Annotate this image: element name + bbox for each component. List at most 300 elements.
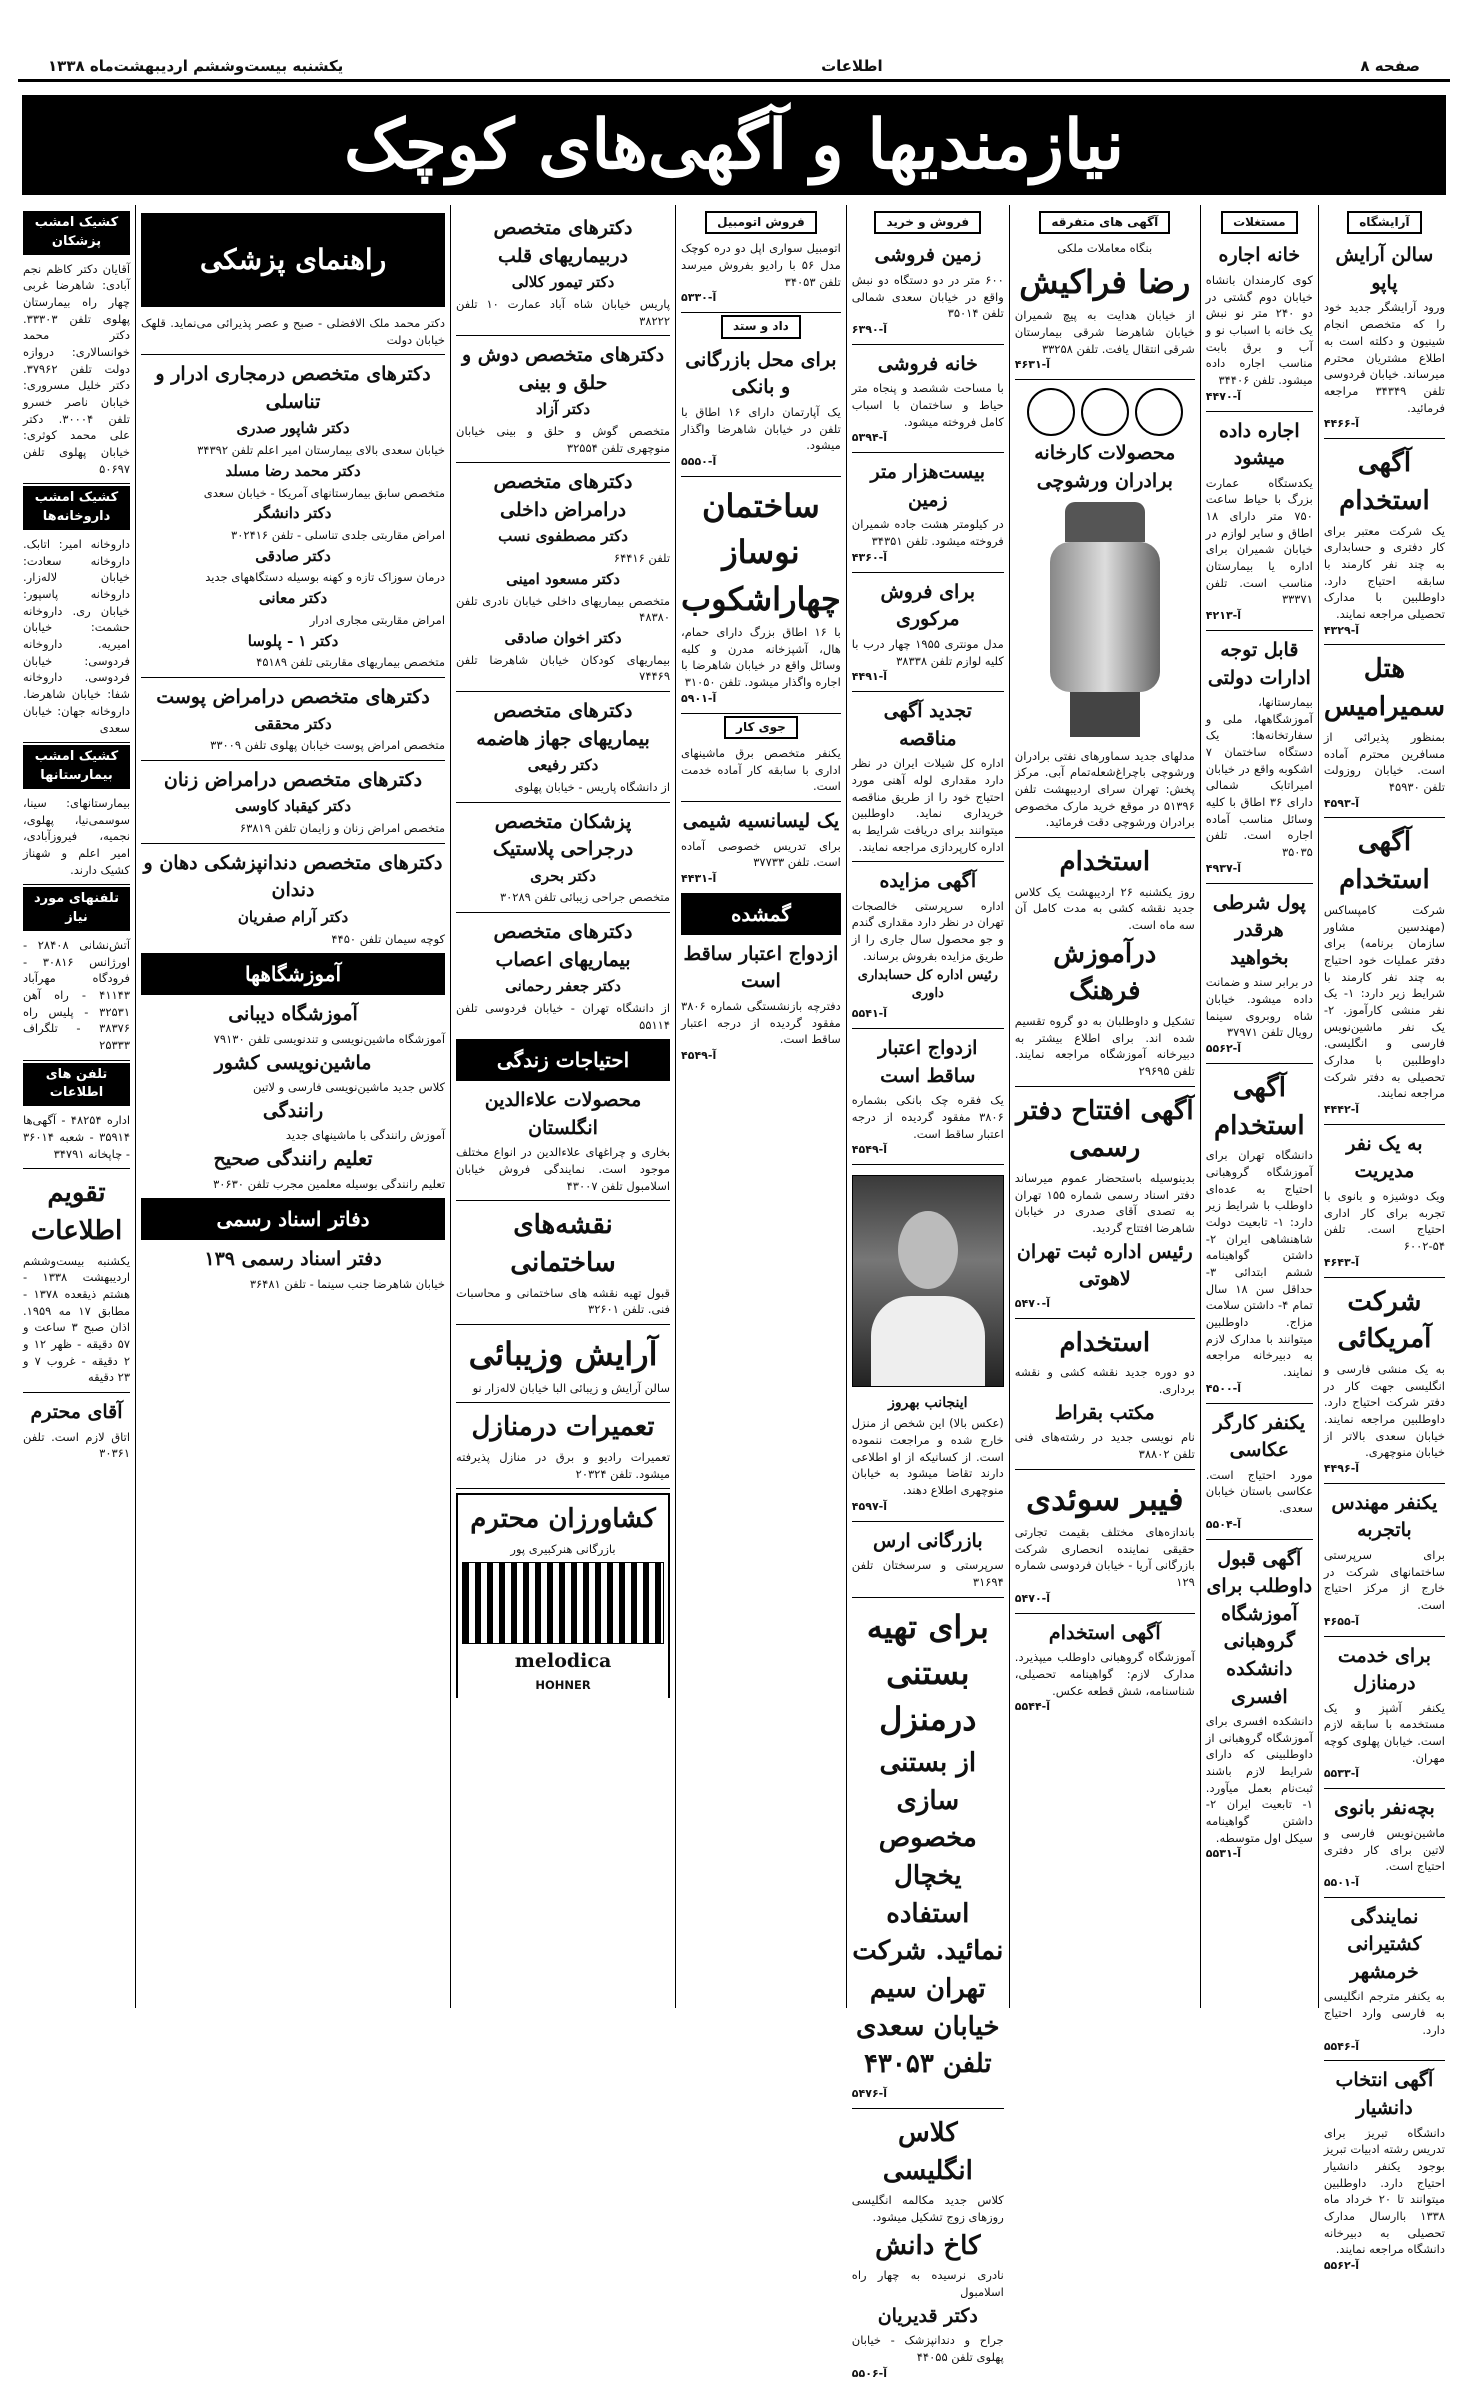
ad-body: ۶۰۰ متر در دو دستگاه دو نبش واقع در خیابان سعدی شمالی تلفن ۳۵۰۱۴ bbox=[851, 272, 1004, 321]
ad-item bbox=[1206, 1540, 1313, 1869]
ad-item bbox=[1324, 645, 1445, 818]
column-3 bbox=[1009, 205, 1200, 2008]
ad-item bbox=[456, 913, 670, 1040]
ad-body: به یکنفر مترجم انگلیسی به فارسی وارد احتیاج دارد. bbox=[1323, 1989, 1445, 2037]
ad-ref: آ-۶۳۹۰ bbox=[851, 322, 887, 336]
ad-title: دکترهای متخصص درامراض پوست bbox=[156, 685, 430, 708]
ad-item bbox=[1324, 1484, 1445, 1637]
ad-ref: آ-۴۴۹۱ bbox=[851, 670, 887, 684]
ad-item bbox=[141, 995, 445, 1199]
ad-body: مورد احتیاج است. عکاسی باستان خیابان سعدی. bbox=[1205, 1467, 1313, 1516]
ad-title: آگهی استخدام bbox=[1339, 448, 1430, 516]
ad-body: آموزشگاه ماشین‌نویسی و تندنویسی تلفن ۷۹۱۳۰ bbox=[213, 1031, 446, 1046]
ad-body: آتش‌نشانی ۲۸۴۰۸ - اورژانس ۳۰۸۱۶ - فرودگاه مهرآباد ۴۱۱۴۳ - راه آهن ۳۲۵۳۱ - پلیس راه ۳۸۳۷۶ - تلگراف ۲۵۳۳۳ bbox=[22, 937, 131, 1052]
ad-title: دکترهای متخصص دوش و حلق و بینی bbox=[461, 344, 665, 394]
ad-title: بازرگانی ارس bbox=[872, 1529, 983, 1552]
ad-item bbox=[1324, 439, 1445, 645]
ad-item bbox=[852, 236, 1004, 345]
ad-body: بدینوسیله باستحضار عموم میرساند دفتر اسناد رسمی شماره ۱۵۵ تهران به تصدی آقای صدری در خیابان شاهرضا افتتاح گردید. bbox=[1014, 1171, 1195, 1236]
ad-title: پزشکان متخصص درجراحی پلاستیک bbox=[492, 810, 634, 861]
section-bar: تلفن های اطلاعات bbox=[23, 1063, 130, 1107]
ad-ref: آ-۴۳۲۹ bbox=[1323, 623, 1360, 637]
ad-title: زمین فروشی bbox=[874, 244, 982, 267]
ad-body: خیابان شاهرضا جنب سینما - تلفن ۳۶۴۸۱ bbox=[249, 1276, 446, 1291]
ad-title: ازدواج اعتبار ساقط است bbox=[683, 942, 839, 993]
doctor-name: دکتر ۱ - پلوسا bbox=[247, 631, 339, 650]
ad-item bbox=[23, 1108, 130, 1169]
ad-item bbox=[852, 345, 1004, 454]
doctor-name: دکتر دانشگر bbox=[254, 504, 332, 523]
section-masthead: نیازمندیها و آگهی‌های کوچک bbox=[22, 95, 1446, 195]
ad-item bbox=[23, 1169, 130, 1393]
ad-ref: آ-۴۵۹۳ bbox=[1323, 796, 1360, 810]
ad-body: برای تدریس خصوصی آماده است. تلفن ۳۷۷۳۳ bbox=[681, 838, 841, 870]
ad-body: با ۱۶ اطاق بزرگ دارای حمام، هال، آشپزخانه مدرن و کلیه وسائل واقع در خیابان شاهرضا با اجاره واگذار میشود. تلفن ۳۱۰۵۰ bbox=[681, 624, 841, 689]
ad-body: شرکت کامپساکس (مهندسین مشاور سازمان برنامه) برای دفتر عملیات خود احتیاج به چند نفر کارمند با شرایط زیر دارد: ۱- یک نفر منشی کارآموز. ۲- یک نفر ماشین‌نویس فارسی و انگلیسی. داوطلبین با مدارک تحصیلی به دفتر شرکت مراجعه نمایند. bbox=[1323, 902, 1445, 1101]
ad-item bbox=[1324, 236, 1445, 439]
doctor-name: دکتر کیقباد کاوسی bbox=[234, 797, 352, 816]
ad-body: یک فقره چک بانکی بشماره ۳۸۰۶ مفقود گردیده از درجه اعتبار ساقط است. bbox=[851, 1093, 1004, 1141]
ad-body: یکنفر متخصص برق ماشینهای اداری با سابقه کار آماده خدمت است. bbox=[681, 745, 841, 794]
ad-body: کوچه سیمان تلفن ۴۴۵۰ bbox=[331, 931, 446, 946]
ad-ref: آ-۴۹۳۷ bbox=[1205, 861, 1241, 875]
ad-title: تعلیم رانندگی صحیح bbox=[213, 1148, 373, 1171]
ad-title: تقویم اطلاعات bbox=[30, 1178, 123, 1246]
category-tag: مستغلات bbox=[1221, 211, 1297, 234]
ad-body: دکتر محمد ملک الافضلی - صبح و عصر پذیرائی می‌نماید. قلهک خیابان دولت bbox=[141, 316, 446, 347]
ad-body: متخصص گوش و حلق و بینی خیابان منوچهری تلفن ۳۲۵۵۴ bbox=[456, 424, 671, 455]
ad-title: اجاره داده میشود bbox=[1218, 419, 1300, 470]
ad-item bbox=[852, 1598, 1004, 2109]
ad-item bbox=[1324, 1789, 1445, 1898]
ad-title: ازدواج اعتبار ساقط است bbox=[878, 1037, 978, 1087]
ad-ref: آ-۴۴۷۰ bbox=[1205, 389, 1241, 403]
ad-body: امراض مقاربتی مجاری ادرار bbox=[309, 612, 446, 627]
section-bar: کشیک امشب داروخانه‌ها bbox=[23, 486, 130, 530]
ad-item bbox=[1015, 236, 1195, 380]
section-banner: آموزشگاهها bbox=[141, 954, 445, 995]
column-5 bbox=[675, 205, 846, 2008]
ad-item bbox=[1206, 884, 1313, 1064]
medal-logos bbox=[1015, 388, 1195, 436]
ad-title: آگهی افتتاح دفتر رسمی bbox=[1015, 1095, 1194, 1164]
ad-title: برای تهیه بستنی درمنزل bbox=[866, 1607, 989, 1739]
page-header bbox=[18, 52, 1450, 82]
doctor-name: دکتر بحری bbox=[530, 866, 596, 885]
ad-title: قابل توجه ادارات دولتی bbox=[1207, 638, 1311, 689]
ad-item bbox=[456, 1325, 670, 1403]
ad-title: دکترهای متخصص دربیماریهای قلب bbox=[493, 217, 633, 267]
column-2 bbox=[1200, 205, 1318, 2008]
ad-ref: آ-۵۵۳۳ bbox=[1323, 1767, 1360, 1781]
ad-subtitle: بنگاه معاملات ملکی bbox=[1057, 241, 1153, 256]
category-tag: آرایشگاه bbox=[1347, 211, 1421, 234]
ad-title: کشاورزان محترم bbox=[470, 1504, 656, 1535]
ad-item bbox=[852, 1522, 1004, 1598]
ad-body: مدلهای جدید سماورهای نفتی برادران ورشوچی باچراغ‌شعله‌تمام آبی. مرکز پخش: تهران سرای اردیبهشت تلفن ۵۱۳۹۶ در موقع خرید مارک مخصوص برادران ورشوچی دقت فرمائید. bbox=[1014, 748, 1195, 830]
ad-body: کلاس جدید ماشین‌نویسی فارسی و لاتین bbox=[252, 1080, 446, 1095]
ad-title: خانه فروشی bbox=[877, 352, 978, 375]
category-tag: گمشده bbox=[681, 894, 841, 935]
ad-item bbox=[852, 2109, 1004, 2388]
ad-item bbox=[1324, 1898, 1445, 2062]
ad-title: یکنفر مهندس باتجربه bbox=[1331, 1491, 1438, 1542]
ad-item bbox=[852, 1029, 1004, 1165]
medal-icon bbox=[1027, 388, 1075, 436]
ad-ref: آ-۴۵۹۷ bbox=[851, 1499, 887, 1513]
ad-item bbox=[1206, 631, 1313, 884]
ad-columns bbox=[18, 205, 1450, 2380]
ad-item bbox=[1015, 838, 1195, 1087]
ad-body: از بستنی سازی مخصوص یخچال استفاده نمائید. شرکت تهران سیم خیابان سعدی تلفن ۴۳۰۵۳ bbox=[852, 1747, 1004, 2080]
ad-body: با مساحت ششصد و پنجاه متر حیاط و ساختمان با اسباب کامل فروخته میشود. bbox=[851, 381, 1004, 429]
ad-body: پاریس خیابان شاه آباد عمارت ۱۰ تلفن ۳۸۲۲۲ bbox=[456, 296, 671, 328]
ad-body: دانشکده افسری برای آموزشگاه گروهبانی از داوطلبینی که دارای شرایط لازم باشند ثبت‌نام بعمل میآورد. ۱- تابعیت ایران ۲- داشتن گواهینامه سیکل اول متوسطه. bbox=[1205, 1714, 1313, 1845]
ad-body: ورود آرایشگر جدید خود را که متخصص انجام شینیون و دکلته است به اطلاع مشتریان محترم میرساند. خیابان فردوسی تلفن ۳۴۳۴۹ مراجعه فرمائید. bbox=[1323, 300, 1445, 415]
ad-body: متخصص امراض زنان و زایمان تلفن ۶۳۸۱۹ bbox=[239, 821, 446, 836]
ad-body: متخصص سابق بیمارستانهای آمریکا - خیابان سعدی bbox=[203, 485, 446, 500]
category-tag: جوی کار bbox=[724, 716, 798, 739]
ad-title: آقای محترم bbox=[30, 1401, 123, 1424]
ad-title: نقشه‌های ساختمانی bbox=[510, 1210, 616, 1279]
ad-title: آگهی انتخاب دانشیار bbox=[1335, 2069, 1434, 2119]
doctor-name: دکتر اخوان صادقی bbox=[504, 628, 622, 647]
ad-ref: آ-۴۵۴۹ bbox=[851, 1143, 887, 1157]
ad-item bbox=[23, 933, 130, 1061]
column-6 bbox=[450, 205, 675, 2008]
ad-ref: آ-۵۵۵۰ bbox=[681, 454, 717, 468]
ad-body: اداره کل شیلات ایران در نظر دارد مقداری لوله آهنی مورد احتیاج خود را از طریق مناقصه خریداری نماید. داوطلبین میتوانند برای دریافت شرایط به اداره کارپردازی مراجعه نمایند. bbox=[851, 756, 1004, 854]
ad-item bbox=[1324, 1125, 1445, 1278]
ad-item bbox=[681, 477, 841, 714]
ad-title: مکتب بقراط bbox=[1054, 1401, 1155, 1424]
ad-ref: آ-۵۵۰۶ bbox=[851, 2366, 887, 2380]
ad-ref: آ-۵۵۰۱ bbox=[1323, 1875, 1360, 1889]
ad-ref: آ-۵۵۴۴ bbox=[1014, 1700, 1050, 1714]
doctor-name: دکتر محققی bbox=[254, 714, 332, 733]
ad-body: تعلیم رانندگی بوسیله معلمین مجرب تلفن ۳۰۶۳۰ bbox=[213, 1176, 446, 1191]
ad-body: تلفن ۶۴۴۱۶ bbox=[613, 551, 671, 566]
ad-body: اتاق لازم است. تلفن ۳۰۳۶۱ bbox=[22, 1429, 131, 1461]
ad-title: برای محل بازرگانی و بانکی bbox=[685, 348, 837, 399]
ad-ref: آ-۴۵۴۹ bbox=[681, 1048, 717, 1062]
ad-title: کاخ دانش bbox=[875, 2230, 981, 2261]
ad-item bbox=[1206, 236, 1313, 411]
ad-title: آگهی استخدام bbox=[1214, 1073, 1305, 1141]
ad-item bbox=[456, 692, 670, 803]
ad-item bbox=[141, 761, 445, 844]
ad-title: آموزشگاه دیبانی bbox=[228, 1003, 358, 1026]
ad-body: یک آپارتمان دارای ۱۶ اطاق با تلفن در خیابان شاهرضا واگذار میشود. bbox=[681, 404, 841, 453]
ad-title: درآموزش فرهنگ bbox=[1053, 938, 1157, 1007]
ad-title: سالن آرایش پاپو bbox=[1335, 244, 1434, 294]
ad-body: نام نویسی جدید در رشته‌های فنی تلفن ۳۸۸۰۲ bbox=[1014, 1430, 1195, 1461]
section-banner: احتیاجات زندگی bbox=[456, 1040, 670, 1081]
category-tag: داد و ستد bbox=[721, 315, 801, 338]
ad-body: به یک منشی فارسی و انگلیسی جهت کار در دفتر شرکت احتیاج دارد. داوطلبین مراجعه نمایند. خیابان سعدی بالاتر از خیابان منوچهری. bbox=[1323, 1361, 1445, 1460]
doctor-name: دکتر آرام صفریان bbox=[237, 908, 349, 926]
ad-title: تعمیرات درمنازل bbox=[471, 1412, 655, 1443]
ad-title: رانندگی bbox=[262, 1099, 324, 1122]
paper-name: اطلاعات bbox=[821, 56, 883, 75]
harmonica-image bbox=[462, 1562, 664, 1644]
ad-item bbox=[1324, 2061, 1445, 2279]
ad-title: برای خدمت درمنازل bbox=[1337, 1644, 1431, 1695]
ad-body: دو دوره جدید نقشه کشی و نقشه برداری. bbox=[1014, 1365, 1195, 1397]
ad-body: درمان سوزاک تازه و کهنه بوسیله دستگاههای جدید bbox=[205, 570, 446, 585]
ad-item bbox=[1015, 1470, 1195, 1614]
ad-body: باندازه‌های مختلف بقیمت تجارتی حقیقی نماینده انحصاری شرکت بازرگانی آریا - خیابان فردوسی شماره ۱۲۹ bbox=[1014, 1525, 1195, 1590]
doctor-name: دکتر صادقی bbox=[255, 546, 331, 565]
ad-body: از دانشگاه پاریس - خیابان پهلوی bbox=[514, 779, 671, 794]
ad-body: آموزش رانندگی با ماشینهای جدید bbox=[285, 1128, 446, 1143]
ad-title: رضا فراکیش bbox=[1019, 263, 1191, 302]
ad-ref: آ-۵۵۶۲ bbox=[1323, 2258, 1360, 2272]
ad-ref: آ-۵۴۷۶ bbox=[851, 2087, 887, 2101]
ad-body: در کیلومتر هشت جاده شمیران فروخته میشود. تلفن ۳۴۳۵۱ bbox=[851, 517, 1004, 549]
ad-signature: رئیس اداره ثبت تهران لاهوتی bbox=[1016, 1240, 1193, 1291]
ad-body: دفترچه بازنشستگی شماره ۳۸۰۶ مفقود گردیده از درجه اعتبار ساقط است. bbox=[681, 998, 841, 1047]
ad-item bbox=[1324, 1637, 1445, 1790]
ad-item bbox=[1015, 1614, 1195, 1722]
ad-body: کوی کارمندان بانشاه خیابان دوم گشتی در دو ۲۴۰ متر نو نبش یک خانه با اسباب نو و آب و برق بابت مناسب اجاره داده میشود. تلفن ۳۴۴۰۶ bbox=[1205, 272, 1313, 387]
ad-title: پول شرطی هرقدر بخواهید bbox=[1212, 891, 1306, 969]
ad-title: یک لیسانسیه شیمی bbox=[682, 809, 840, 832]
ad-body: در برابر سند و ضمانت داده میشود. خیابان شاه روبروی سینما رویال تلفن ۳۷۹۷۱ bbox=[1205, 975, 1313, 1040]
samovar-image bbox=[1015, 502, 1195, 742]
ad-body: متخصص امراض پوست خیابان پهلوی تلفن ۳۳۰۰۹ bbox=[210, 738, 446, 753]
ad-ref: آ-۵۹۰۱ bbox=[681, 691, 717, 705]
ad-body: تعمیرات رادیو و برق در منازل پذیرفته میشود. تلفن ۲۰۳۲۴ bbox=[456, 1449, 671, 1481]
ad-body: ویک دوشیزه و بانوی با تجربه برای کار اداری احتیاج است. تلفن ۵۴-۶۰۰۲ bbox=[1323, 1188, 1445, 1253]
ad-body: یک شرکت معتبر برای کار دفتری و حسابداری به چند نفر کارمند با سابقه احتیاج دارد. داوطلبین با مدارک تحصیلی مراجعه نمایند. bbox=[1323, 523, 1445, 621]
ad-ref: آ-۵۴۷۰ bbox=[1014, 1591, 1050, 1605]
ad-body: اداره ۴۸۲۵۴ - آگهی‌ها ۳۵۹۱۴ - شعبه ۳۶۰۱۴ - چاپخانه ۳۴۷۹۱ bbox=[22, 1113, 131, 1161]
ad-title: تجدید آگهی مناقصه bbox=[883, 700, 972, 750]
ad-item bbox=[23, 532, 130, 743]
ad-title: آگهی استخدام bbox=[1339, 827, 1430, 896]
ad-title: دکترهای متخصص درامراض داخلی bbox=[493, 471, 633, 521]
ad-title: اینجانب بهروز bbox=[888, 1395, 968, 1412]
ad-title: محصولات کارخانه برادران ورشوچی bbox=[1034, 442, 1176, 492]
ad-item bbox=[1324, 818, 1445, 1124]
ad-item bbox=[852, 862, 1004, 1029]
ad-body: آموزشگاه گروهبانی داوطلب میپذیرد. مدارک لازم: گواهینامه تحصیلی، شناسنامه، شش قطعه عکس. bbox=[1014, 1650, 1195, 1698]
doctor-name: دکتر محمد رضا مسلد bbox=[225, 461, 361, 480]
column-8 bbox=[18, 205, 135, 2008]
ad-body: روز یکشنبه ۲۶ اردیبهشت یک کلاس جدید نقشه کشی به مدت کامل آن سه ماه است. bbox=[1014, 884, 1195, 932]
ad-body: آقایان دکتر کاظم نجم آبادی: شاهرضا غربی چهار راه بیمارستان پهلوی تلفن ۳۳۳۰۳. دکتر محمد خوانسالاری: دروازه دولت تلفن ۳۷۹۶۲. دکتر خلیل مسروری: خیابان ناصر خسرو تلفن ۳۰۰۰۴. دکتر علی محمد کوثری: خیابان پهلوی تلفن ۵۰۶۹۷ bbox=[22, 261, 131, 476]
ad-body: یکشنبه بیست‌وششم اردیبهشت ۱۳۳۸ - هشتم ذیقعده ۱۳۷۸ - مطابق ۱۷ مه ۱۹۵۹. اذان صبح ۳ ساعت و ۵۷ دقیقه - ظهر ۱۲ و ۲ دقیقه - غروب ۷ و ۲۳ دقیقه bbox=[22, 1253, 131, 1385]
ad-ref: آ-۴۵۰۰ bbox=[1205, 1381, 1241, 1395]
ad-title: خانه اجاره bbox=[1218, 244, 1301, 267]
ad-body: سالن آرایش و زیبائی البا خیابان لاله‌زار نو bbox=[472, 1380, 671, 1395]
ad-body: کلاس جدید مکالمه انگلیسی روزهای زوج تشکیل میشود. bbox=[851, 2193, 1004, 2224]
ad-item bbox=[141, 355, 445, 678]
ad-item bbox=[852, 453, 1004, 572]
ad-title: دکترهای متخصص بیماریهای اعصاب bbox=[493, 921, 633, 971]
ad-body: یکدستگاه عمارت بزرگ با حیاط ساعت ۷۵۰ متر دارای ۱۸ اطاق و سایر لوازم در خیابان شمیران برای اداره یا بیمارستان مناسب است. تلفن ۳۳۳۷۱ bbox=[1205, 475, 1313, 607]
ad-title: برای فروش مرکوری bbox=[880, 580, 976, 631]
ad-ref: آ-۵۵۶۲ bbox=[1205, 1042, 1241, 1056]
ad-body: دانشگاه تهران برای آموزشگاه گروهبانی احتیاج به عده‌ای داوطلب با شرایط زیر دارد: ۱- تابعیت دولت شاهنشاهی ایران ۲- داشتن گواهینامه ششم ابتدائی ۳- حداقل سن ۱۸ سال تمام ۴- داشتن سلامت مزاج. داوطلبین میتوانند با مدارک لازم به دبیرخانه مراجعه نمایند. bbox=[1205, 1148, 1313, 1380]
ad-ref: آ-۵۳۹۴ bbox=[851, 431, 887, 445]
ad-title: شرکت آمریکائی bbox=[1337, 1286, 1432, 1355]
ad-body: اتومبیل سواری اپل دو دره کوچک مدل ۵۶ با رادیو بفروش میرسد تلفن ۳۴۰۵۳ bbox=[681, 241, 841, 289]
ad-item bbox=[1206, 1404, 1313, 1540]
ad-ref: آ-۵۵۰۴ bbox=[1205, 1517, 1241, 1531]
ad-body: ماشین‌نویس فارسی و لاتین برای کار دفتری احتیاج است. bbox=[1323, 1825, 1445, 1874]
ad-title: کلاس انگلیسی bbox=[882, 2117, 973, 2186]
ad-title: محصولات علاءالدین انگلستان bbox=[484, 1089, 642, 1139]
ad-ref: آ-۵۵۳۱ bbox=[1205, 1847, 1241, 1861]
ad-body: یکنفر آشپز و یک مستخدمه با سابقه لازم است. خیابان پهلوی کوچه مهران. bbox=[1323, 1700, 1445, 1765]
ad-ref: آ-۵۳۳۰ bbox=[681, 291, 717, 305]
medical-guide-emblem: راهنمای پزشکی bbox=[141, 213, 445, 307]
ad-body: بیمارستانها، آموزشگاهها، ملی و سفارتخانه‌ها: یک دستگاه ساختمان ۷ اشکوبه واقع در خیابان امیراتابک شمالی دارای ۳۶ اطاق با کلیه وسائل مناسب آماده اجاره است. تلفن ۳۵۰۳۵ bbox=[1205, 695, 1313, 860]
ad-body: برای سرپرستی ساختمانهای شرکت در خارج از مرکز احتیاج است. bbox=[1323, 1548, 1445, 1613]
ad-ref: آ-۴۴۳۱ bbox=[681, 871, 717, 885]
ad-body: از خیابان هدایت به پیچ شمیران خیابان شاهرضا شرقی بیمارستان شرقی انتقال یافت. تلفن ۳۳۲۵۸ bbox=[1014, 308, 1195, 356]
doctor-name: دکتر شاپور صدری bbox=[236, 419, 350, 438]
brand-hohner: HOHNER bbox=[535, 1678, 591, 1693]
ad-title: به یک نفر مدیریت bbox=[1346, 1132, 1423, 1183]
ad-title: آگهی قبول داوطلب برای آموزشگاه گروهبانی دانشکده افسری bbox=[1206, 1547, 1313, 1708]
ad-body: بمنظور پذیرائی از مسافرین محترم آماده است. خیابان روزولت تلفن ۴۵۹۳۰ bbox=[1323, 729, 1445, 794]
ad-body: امراض مقاربتی جلدی تناسلی - تلفن ۳۰۲۴۱۶ bbox=[231, 528, 446, 543]
ad-body: متخصص بیماریهای مقاربتی تلفن ۴۵۱۸۹ bbox=[256, 655, 446, 670]
ad-item bbox=[456, 1081, 670, 1201]
doctor-name: دکتر رفیعی bbox=[527, 756, 599, 775]
ad-body: دانشگاه تبریز برای تدریس رشته ادبیات تبریز بوجود یکنفر دانشیار احتیاج دارد. داوطلبین میتوانند تا ۲۰ خرداد ماه ۱۳۳۸ باارسال مدارک تحصیلی به دبیرخانه دانشگاه مراجعه نمایند. bbox=[1323, 2125, 1445, 2257]
ad-item bbox=[852, 692, 1004, 862]
doctor-name: دکتر مصطفوی نسب bbox=[498, 527, 628, 546]
ad-item bbox=[1015, 380, 1195, 837]
ad-item bbox=[681, 741, 841, 802]
ad-body: بیماریهای کودکان خیابان شاهرضا تلفن ۷۴۴۶۹ bbox=[456, 652, 671, 684]
ad-body: اداره سرپرستی خالصجات تهران در نظر دارد مقداری گندم و جو محصول سال جاری را از طریق مزایده بفروش برساند. bbox=[851, 898, 1004, 963]
ad-item bbox=[456, 336, 670, 463]
ad-item bbox=[1015, 1319, 1195, 1470]
ad-body: از دانشگاه تهران - خیابان فردوسی تلفن ۵۵۱۱۴ bbox=[456, 1000, 671, 1032]
ad-body: بازرگانی هنرکبیری پور bbox=[510, 1541, 616, 1556]
ad-item bbox=[681, 236, 841, 313]
ad-ref: آ-۴۶۴۳ bbox=[1323, 1255, 1360, 1269]
ad-body: خیابان سعدی بالای بیمارستان امیر اعلم تلفن ۳۴۳۹۲ bbox=[197, 443, 446, 458]
ad-title: استخدام bbox=[1059, 846, 1151, 877]
ad-title: ساختمان نوساز چهاراشکوب bbox=[681, 486, 841, 618]
ad-ref: آ-۴۶۳۱ bbox=[1014, 358, 1050, 372]
category-tag: آگهی های متفرقه bbox=[1039, 211, 1170, 234]
ad-body: مدل مونتری ۱۹۵۵ چهار درب با کلیه لوازم تلفن ۳۸۳۳۸ bbox=[851, 636, 1004, 668]
column-4 bbox=[846, 205, 1009, 2380]
ad-title: بیست‌هزار متر زمین bbox=[870, 461, 986, 511]
doctor-name: دکتر جعفر رحمانی bbox=[505, 977, 621, 996]
ad-title: دکترهای متخصص بیماریهای جهاز هاضمه bbox=[476, 700, 650, 750]
ad-ref: آ-۴۴۶۶ bbox=[1323, 417, 1360, 431]
ad-ref: آ-۴۶۵۵ bbox=[1323, 1614, 1360, 1628]
ad-title: دکترهای متخصص درامراض زنان bbox=[163, 768, 423, 791]
ad-body: داروخانه امیر: اتابک. داروخانه سعادت: خیابان لاله‌زار. داروخانه پاسپور: خیابان ری. داروخانه حشمت: خیابان امیریه. داروخانه فردوسی: خیابان فردوسی. داروخانه شفا: خیابان شاهرضا. داروخانه جهان: خیابان سعدی bbox=[22, 537, 131, 735]
ad-body: بیمارستانهای: سینا، سوسمی‌نیا، پهلوی، نجمیه، فیروزآبادی، امیر اعلم و شهناز کشیک دارند. bbox=[22, 795, 131, 877]
section-bar: کشیک امشب پزشکان bbox=[23, 211, 130, 255]
ad-item bbox=[456, 1403, 670, 1489]
ad-title: دکترهای متخصص دندانپزشکی دهان و دندان bbox=[143, 851, 443, 902]
ad-item bbox=[456, 209, 670, 336]
ad-item bbox=[681, 341, 841, 477]
ad-signature: رئیس اداره کل حسابداری داوری bbox=[857, 967, 998, 1002]
ad-title: استخدام bbox=[1059, 1327, 1151, 1358]
ad-item bbox=[456, 1493, 670, 1698]
ad-title: بچه‌نفر بانوی bbox=[1334, 1797, 1435, 1820]
section-bar: کشیک امشب بیمارستانها bbox=[23, 745, 130, 789]
ad-item bbox=[141, 311, 445, 355]
ad-body: جراح و دندانپزشک - خیابان پهلوی تلفن ۴۴۰۵۵ bbox=[851, 2333, 1004, 2364]
ad-item bbox=[141, 844, 445, 955]
ad-title: دفتر اسناد رسمی ۱۳۹ bbox=[204, 1248, 382, 1271]
ad-item bbox=[681, 802, 841, 894]
ad-body: سرپرستی و سرسختان تلفن ۳۱۶۹۴ bbox=[851, 1558, 1004, 1589]
ad-ref: آ-۴۲۱۳ bbox=[1205, 609, 1241, 623]
ad-title: آرایش وزیبائی bbox=[468, 1335, 658, 1374]
ad-item bbox=[1015, 1087, 1195, 1319]
page-number: صفحه ۸ bbox=[1360, 56, 1420, 75]
ad-ref: آ-۵۴۷۰ bbox=[1014, 1296, 1050, 1310]
ad-item bbox=[852, 573, 1004, 692]
ad-item bbox=[23, 791, 130, 885]
doctor-name: دکتر معانی bbox=[258, 589, 328, 608]
ad-title: نمایندگی کشتیرانی خرمشهر bbox=[1347, 1905, 1422, 1983]
medal-icon bbox=[1081, 388, 1129, 436]
ad-ref: آ-۵۵۴۶ bbox=[1323, 2039, 1360, 2053]
section-bar: تلفنهای مورد نیاز bbox=[23, 887, 130, 931]
doctor-name: دکتر آزاد bbox=[535, 400, 591, 419]
ad-body: قبول تهیه نقشه های ساختمانی و محاسبات فنی. تلفن ۳۲۶۰۱ bbox=[456, 1285, 671, 1317]
ad-body: متخصص بیماریهای داخلی خیابان نادری تلفن ۴۸۳۸۰ bbox=[456, 593, 671, 625]
column-7 bbox=[135, 205, 450, 2008]
ad-ref: آ-۴۴۴۲ bbox=[1323, 1102, 1360, 1116]
medal-icon bbox=[1135, 388, 1183, 436]
section-banner: دفاتر اسناد رسمی bbox=[141, 1199, 445, 1240]
ad-title: آگهی استخدام bbox=[1048, 1621, 1161, 1644]
ad-title: آگهی مزایده bbox=[879, 870, 977, 893]
ad-item bbox=[681, 935, 841, 1070]
ad-body: تشکیل و داوطلبان به دو گروه تقسیم شده اند. برای اطلاع بیشتر به دبیرخانه آموزشگاه مراجعه نمایند. تلفن ۲۹۶۹۵ bbox=[1014, 1013, 1195, 1078]
issue-date: یکشنبه بیست‌وششم اردیبهشت‌ماه ۱۳۳۸ bbox=[48, 56, 344, 75]
ad-title: دکتر قدیریان bbox=[877, 2304, 978, 2327]
ad-title: ماشین‌نویسی کشور bbox=[214, 1051, 372, 1074]
ad-item bbox=[1324, 1278, 1445, 1484]
ad-item bbox=[852, 1165, 1004, 1522]
ad-body: نادری نرسیده به چهار راه اسلامبول bbox=[851, 2268, 1004, 2300]
ad-item bbox=[1206, 412, 1313, 631]
category-tag: فروش و خرید bbox=[874, 211, 981, 234]
column-1 bbox=[1318, 205, 1450, 2272]
ad-title: یکنفر کارگر عکاسی bbox=[1213, 1411, 1306, 1462]
ad-body: بخاری و چراغهای علاءالدین در انواع مختلف موجود است. نمایندگی فروش خیابان اسلامبول تلفن ۴۳۰۰۷ bbox=[456, 1145, 671, 1193]
ad-body: (عکس بالا) این شخص از منزل خارج شده و مراجعت ننموده است. از کسانیکه از او اطلاعی دارند تقاضا میشود به خیابان منوچهری اطلاع دهند. bbox=[851, 1416, 1004, 1498]
ad-ref: آ-۵۵۴۱ bbox=[851, 1007, 887, 1021]
ad-title: دکترهای متخصص درمجاری ادرار و تناسلی bbox=[155, 363, 431, 413]
ad-item bbox=[456, 463, 670, 692]
ad-body: متخصص جراحی زیبائی تلفن ۳۰۲۸۹ bbox=[499, 890, 671, 905]
ad-item bbox=[23, 257, 130, 485]
doctor-name: دکتر تیمور کلالی bbox=[511, 273, 615, 292]
portrait-photo bbox=[852, 1175, 1004, 1387]
ad-item bbox=[456, 803, 670, 914]
ad-item bbox=[456, 1201, 670, 1325]
category-tag: فروش اتومبیل bbox=[705, 211, 817, 234]
